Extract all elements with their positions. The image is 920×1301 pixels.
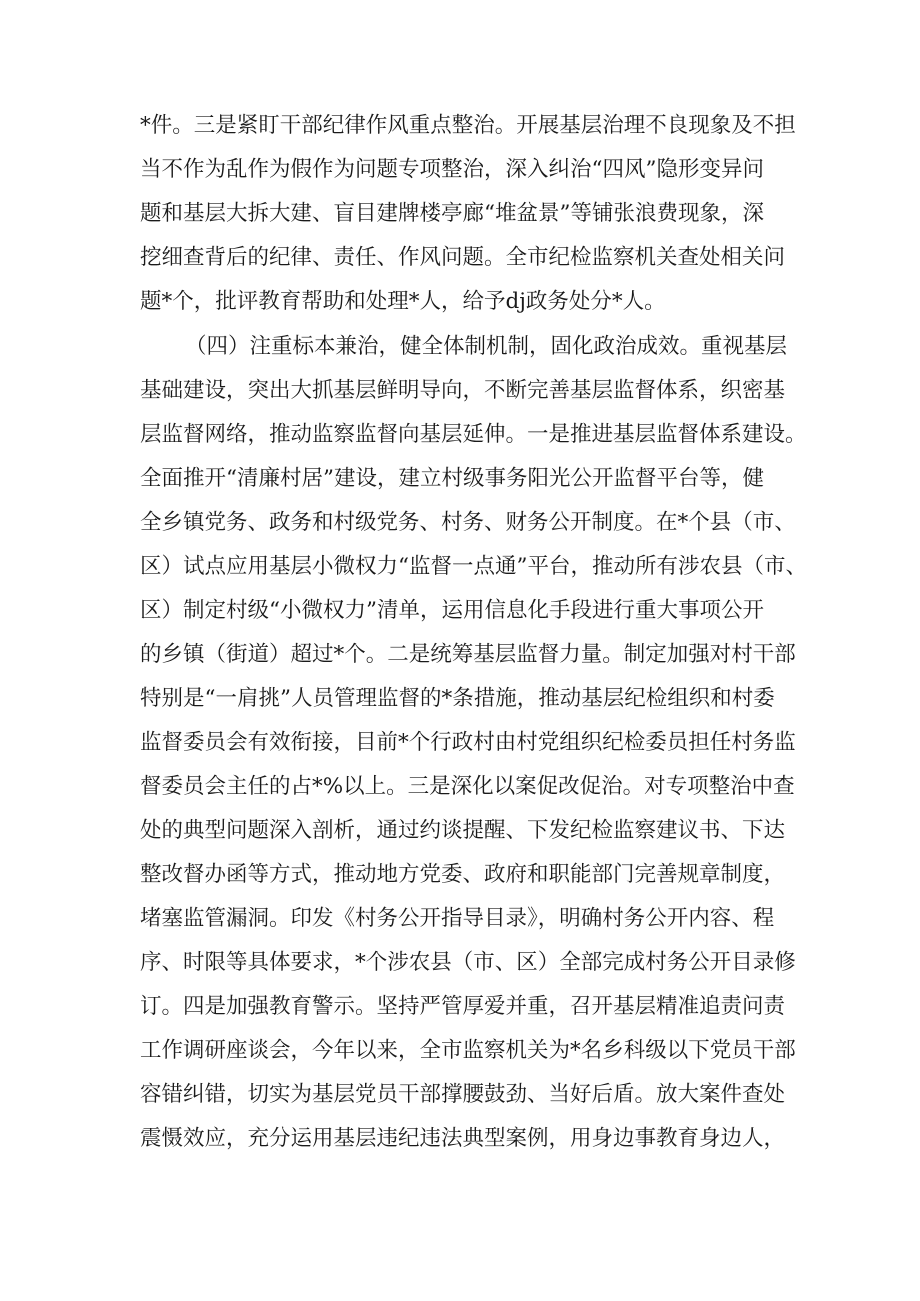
paragraph-heading-line: （四）注重标本兼治，健全体制机制，固化政治成效。重视基层 [185, 334, 788, 359]
text-line: 区）试点应用基层小微权力“监督一点通”平台，推动所有涉农县（市、 [140, 554, 807, 579]
text-line: 挖细查背后的纪律、责任、作风问题。全市纪检监察机关查处相关问 [140, 245, 786, 270]
text-line: 全乡镇党务、政务和村级党务、村务、财务公开制度。在*个县（市、 [140, 510, 796, 535]
text-line: *件。三是紧盯干部纪律作风重点整治。开展基层治理不良现象及不担 [140, 113, 796, 138]
text-line: 工作调研座谈会，今年以来，全市监察机关为*名乡科级以下党员干部 [140, 1038, 796, 1063]
text-line: 层监督网络，推动监察监督向基层延伸。一是推进基层监督体系建设。 [140, 422, 807, 447]
text-line: 区）制定村级“小微权力”清单，运用信息化手段进行重大事项公开 [140, 598, 764, 623]
text-line: 订。四是加强教育警示。坚持严管厚爱并重，召开基层精准追责问责 [140, 994, 786, 1019]
text-line: 整改督办函等方式，推动地方党委、政府和职能部门完善规章制度， [140, 862, 786, 887]
text-line: 震慑效应，充分运用基层违纪违法典型案例，用身边事教育身边人， [140, 1126, 786, 1151]
text-line: 督委员会主任的占*%以上。三是深化以案促改促治。对专项整治中查 [140, 774, 795, 799]
text-line: 容错纠错，切实为基层党员干部撑腰鼓劲、当好后盾。放大案件查处 [140, 1082, 786, 1107]
text-line: 处的典型问题深入剖析，通过约谈提醒、下发纪检监察建议书、下达 [140, 818, 786, 843]
text-line: 基础建设，突出大抓基层鲜明导向，不断完善基层监督体系，织密基 [140, 378, 786, 403]
text-line: 特别是“一肩挑”人员管理监督的*条措施，推动基层纪检组织和村委 [140, 686, 775, 711]
text-line: 监督委员会有效衔接，目前*个行政村由村党组织纪检委员担任村务监 [140, 730, 796, 755]
text-line: 堵塞监管漏洞。印发《村务公开指导目录》，明确村务公开内容、程 [140, 906, 775, 931]
text-line: 的乡镇（街道）超过*个。二是统筹基层监督力量。制定加强对村干部 [140, 642, 796, 667]
text-line: 题和基层大拆大建、盲目建牌楼亭廊“堆盆景”等铺张浪费现象，深 [140, 201, 764, 226]
text-line: 当不作为乱作为假作为问题专项整治，深入纠治“四风”隐形变异问 [140, 157, 764, 182]
text-line: 序、时限等具体要求，*个涉农县（市、区）全部完成村务公开目录修 [140, 950, 796, 975]
text-line: 全面推开“清廉村居”建设，建立村级事务阳光公开监督平台等，健 [140, 466, 764, 491]
text-line: 题*个，批评教育帮助和处理*人，给予dj政务处分*人。 [140, 289, 666, 314]
